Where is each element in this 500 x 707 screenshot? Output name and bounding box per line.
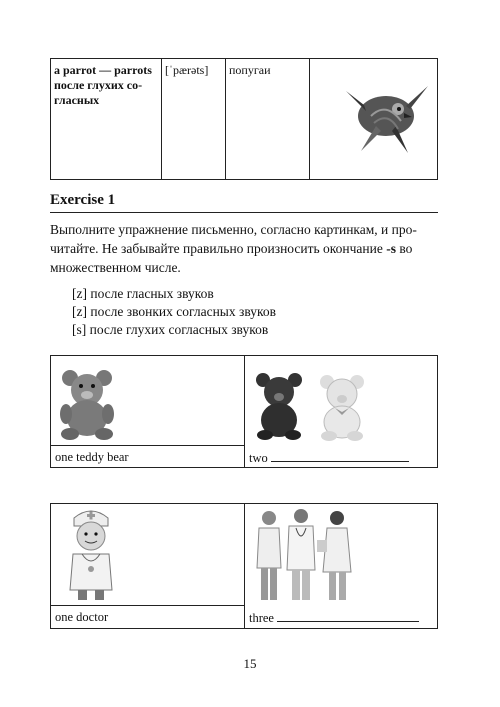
- caption-three: [249, 610, 419, 626]
- caption-two-label: two: [249, 451, 268, 465]
- instruction-line-1: Выполните упражнение письменно, согласно картинкам, и про-: [50, 222, 417, 237]
- vocab-word-cell: [51, 59, 162, 179]
- doctor-icon: [56, 506, 126, 604]
- vocab-translation: попугаи: [229, 63, 271, 77]
- rule-item: [z] после гласных звуков: [72, 286, 214, 301]
- instruction-ending: -s: [386, 241, 396, 256]
- caption-rule: [51, 445, 244, 446]
- vocab-image-cell: [310, 59, 437, 179]
- caption-one-doctor: one doctor: [55, 610, 109, 624]
- vocab-rule-line1: после глухих со-: [54, 78, 143, 92]
- caption-rule: [51, 605, 244, 606]
- instruction-line-2-text: читайте. Не забывайте правильно произносить окончание: [50, 241, 387, 256]
- caption-one-teddy-bear: one teddy bear: [55, 450, 129, 464]
- caption-two: [249, 450, 409, 466]
- instruction-line-2-end: во: [396, 241, 413, 256]
- parrot-icon: [336, 71, 436, 161]
- rule-item: [z] после звонких согласных звуков: [72, 304, 276, 319]
- teddy-bear-icon: [56, 366, 126, 441]
- caption-three-label: three: [249, 611, 274, 625]
- instruction-line-3: множественном числе.: [50, 260, 181, 275]
- vocab-rule-line2: гласных: [54, 93, 100, 107]
- vocab-transcription: [ˈpærəts]: [165, 63, 209, 77]
- answer-blank[interactable]: [277, 610, 419, 622]
- task-box-teddy: [50, 355, 438, 468]
- three-doctors-icon: [251, 506, 361, 604]
- box-divider: [244, 356, 245, 467]
- vocab-translation-cell: [226, 59, 310, 179]
- exercise-instruction: [50, 220, 440, 277]
- exercise-title: Exercise 1: [50, 192, 116, 208]
- answer-blank[interactable]: [271, 450, 409, 462]
- vocab-transcription-cell: [162, 59, 226, 179]
- box-divider: [244, 504, 245, 628]
- vocab-word: a parrot — parrots: [54, 63, 152, 77]
- exercise-title-rule: [50, 212, 438, 213]
- vocab-table: [50, 58, 438, 180]
- task-box-doctor: [50, 503, 438, 629]
- rule-item: [s] после глухих согласных звуков: [72, 322, 269, 337]
- instruction-line-2: [50, 239, 440, 258]
- page-number: 15: [243, 656, 257, 671]
- two-teddy-bears-icon: [251, 368, 381, 443]
